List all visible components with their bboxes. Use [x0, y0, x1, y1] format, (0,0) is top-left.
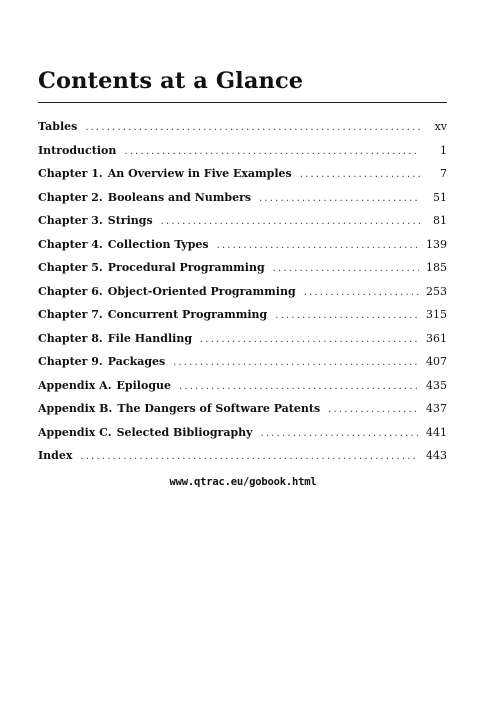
toc-entry-title: Strings	[107, 214, 153, 227]
toc-entry[interactable]	[38, 374, 447, 398]
toc-entry-page: 185	[426, 261, 447, 274]
toc-entry[interactable]	[38, 233, 447, 257]
toc-entry-leader	[275, 304, 419, 328]
toc-entry-title: Introduction	[38, 143, 117, 157]
toc-entry-title: Packages	[107, 355, 166, 368]
toc-entry-page: 315	[426, 308, 447, 321]
toc-entry[interactable]	[38, 280, 447, 304]
toc-entry-leader	[300, 163, 420, 187]
toc-entry-title: Procedural Programming	[107, 261, 265, 274]
toc-entry-chapter: Chapter 9.	[38, 355, 103, 368]
footer-url[interactable]: www.qtrac.eu/gobook.html	[169, 476, 317, 488]
toc-entry-chapter: Chapter 7.	[38, 308, 103, 321]
toc-entry-page: 7	[440, 167, 447, 180]
page-title: Contents at a Glance	[38, 68, 304, 94]
toc-entry-page: 253	[426, 284, 447, 298]
toc-entry-leader	[179, 375, 419, 399]
toc-entry-title: Tables	[38, 120, 78, 133]
toc-entry-chapter: Chapter 4.	[38, 237, 103, 251]
toc-entry[interactable]	[38, 209, 447, 233]
toc-entry[interactable]	[38, 303, 447, 327]
toc-entry-leader	[80, 445, 419, 469]
title-divider	[38, 102, 447, 103]
toc-entry[interactable]	[38, 162, 447, 186]
toc-entry[interactable]	[38, 350, 447, 374]
toc-entry-title: The Dangers of Software Patents	[117, 402, 321, 415]
toc-entry-page: 81	[433, 214, 447, 227]
toc-entry-page: 435	[426, 378, 447, 392]
toc-entry-leader	[328, 398, 419, 422]
toc-entry-leader	[200, 328, 419, 352]
toc-entry-leader	[261, 422, 419, 446]
toc-entry-title: Epilogue	[116, 378, 172, 392]
toc-entry-page: 139	[426, 237, 447, 251]
toc-entry-page: 443	[426, 449, 447, 462]
toc-entry-chapter: Appendix C.	[38, 425, 112, 439]
toc-entry-title: Booleans and Numbers	[107, 190, 252, 204]
toc-entry-title: Concurrent Programming	[107, 308, 268, 321]
toc-entry-page: xv	[434, 120, 447, 133]
toc-entry-title: Collection Types	[107, 237, 209, 251]
toc-entry-leader	[217, 234, 419, 258]
toc-entry-chapter: Chapter 1.	[38, 167, 103, 180]
toc-entry-chapter: Appendix B.	[38, 402, 113, 415]
toc-entry[interactable]	[38, 444, 447, 468]
toc-entry[interactable]	[38, 421, 447, 445]
toc-entry-chapter: Chapter 5.	[38, 261, 103, 274]
toc-entry-chapter: Chapter 3.	[38, 214, 103, 227]
toc-entry-leader	[273, 257, 419, 281]
toc-entry[interactable]	[38, 139, 447, 163]
toc-entry-page: 1	[440, 143, 447, 157]
toc-entry-leader	[161, 210, 420, 234]
toc-entry-chapter: Chapter 8.	[38, 331, 103, 345]
toc-list	[38, 115, 447, 468]
toc-entry-leader	[304, 281, 419, 305]
toc-entry-leader	[124, 140, 420, 164]
toc-entry[interactable]	[38, 186, 447, 210]
toc-entry-page: 441	[426, 425, 447, 439]
toc-entry-leader	[173, 351, 419, 375]
toc-entry-leader	[85, 116, 420, 140]
toc-entry-page: 437	[426, 402, 447, 415]
toc-entry[interactable]	[38, 115, 447, 139]
toc-entry[interactable]	[38, 327, 447, 351]
toc-entry[interactable]	[38, 397, 447, 421]
toc-entry-page: 407	[426, 355, 447, 368]
toc-entry-page: 51	[433, 190, 447, 204]
toc-entry-title: Selected Bibliography	[116, 425, 253, 439]
toc-entry-title: Object-Oriented Programming	[107, 284, 296, 298]
toc-entry-title: An Overview in Five Examples	[107, 167, 292, 180]
toc-entry-page: 361	[426, 331, 447, 345]
toc-entry-title: Index	[38, 449, 73, 462]
toc-entry-chapter: Chapter 6.	[38, 284, 103, 298]
toc-entry[interactable]	[38, 256, 447, 280]
toc-entry-title: File Handling	[107, 331, 193, 345]
toc-entry-chapter: Appendix A.	[38, 378, 112, 392]
toc-entry-chapter: Chapter 2.	[38, 190, 103, 204]
toc-entry-leader	[259, 187, 420, 211]
